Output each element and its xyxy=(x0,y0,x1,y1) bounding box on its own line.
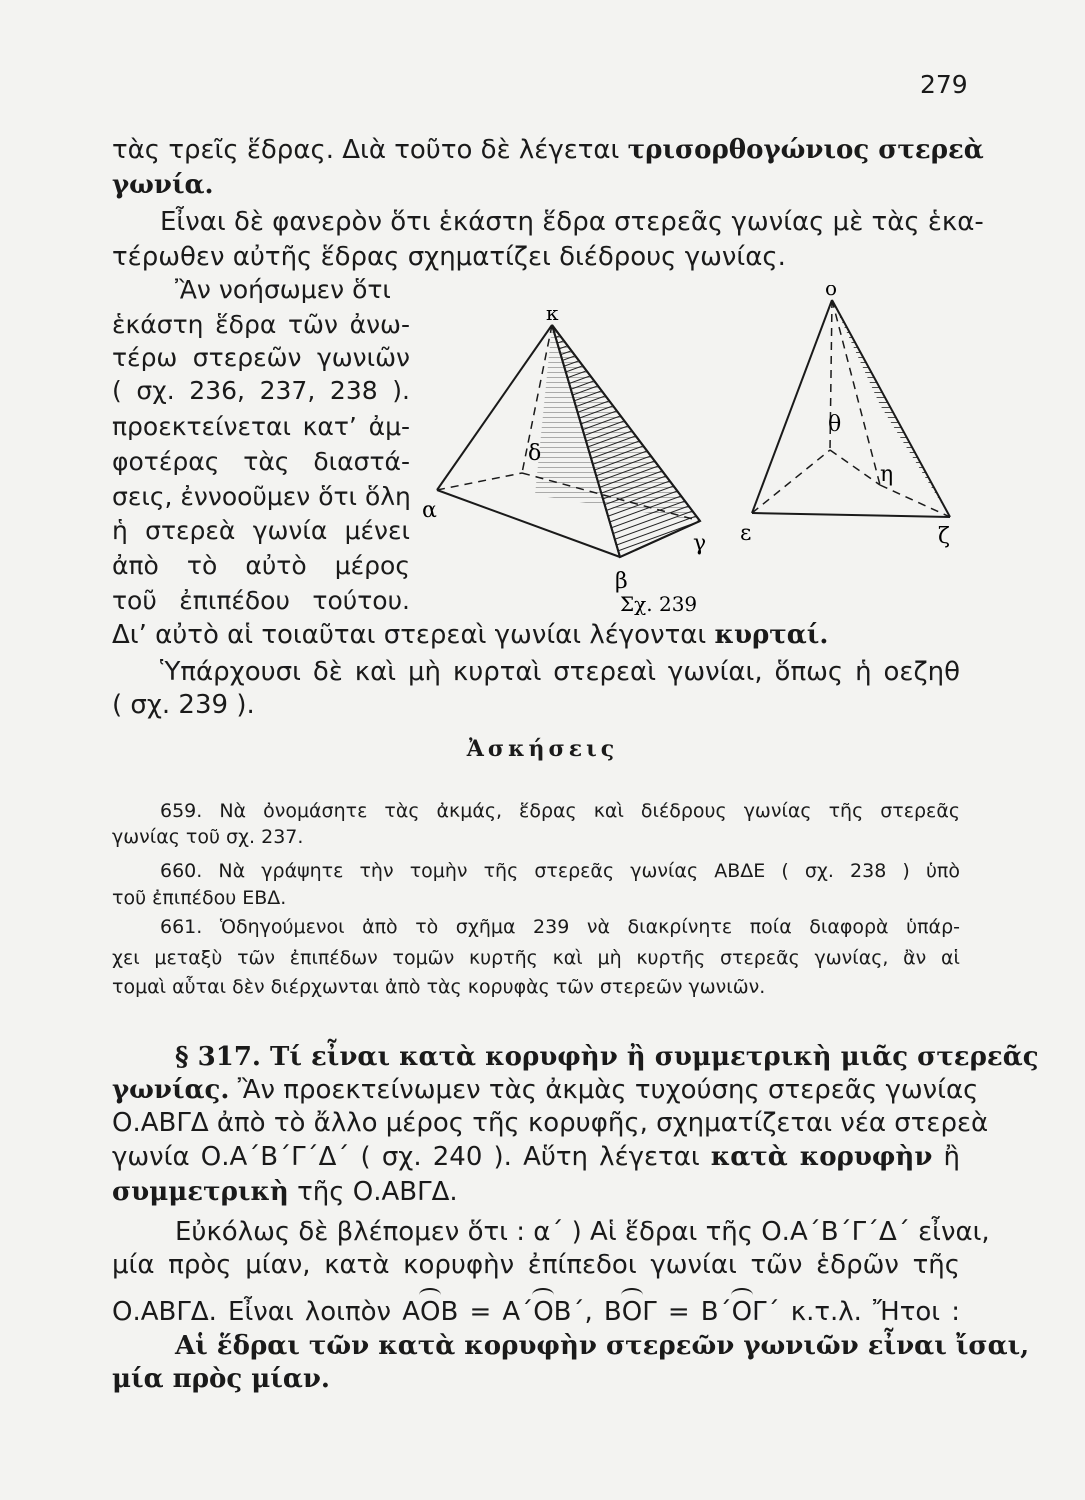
text-line: Εἶναι δὲ φανερὸν ὅτι ἑκάστη ἕδρα στερεᾶς γωνίας μὲ τὰς ἑκα- xyxy=(160,207,984,237)
label-o: ο xyxy=(825,285,838,300)
exercises-heading: Ἀσκήσεις xyxy=(466,736,619,762)
text-line: συμμετρικὴ τῆς Ο.ΑΒΓΔ. xyxy=(112,1177,458,1207)
label-g: γ xyxy=(693,531,707,556)
convex-pyramid xyxy=(437,325,700,557)
text-line: ( σχ. 239 ). xyxy=(112,690,255,720)
text-line: Ὑπάρχουσι δὲ καὶ μὴ κυρταὶ στερεαὶ γωνίαι, ὅπως ἡ οεζηθ xyxy=(160,657,960,687)
text-line: γωνία Ο.Α΄Β΄Γ΄Δ΄ ( σχ. 240 ). Αὕτη λέγεται κατὰ κορυφὴν ἢ xyxy=(112,1142,960,1172)
section-317-title: § 317. Τί εἶναι κατὰ κορυφὴν ἢ συμμετρικὴ μιᾶς στερεᾶς xyxy=(175,1042,1039,1072)
text-line: ( σχ. 236, 237, 238 ). xyxy=(112,376,410,405)
label-d: δ xyxy=(528,441,542,466)
text-line: ἡ στερεὰ γωνία μένει xyxy=(112,516,410,545)
exercise-661: 661. Ὁδηγούμενοι ἀπὸ τὸ σχῆμα 239 νὰ διακρίνητε ποία διαφορὰ ὑπάρ- xyxy=(160,916,960,938)
exercise-660: 660. Νὰ γράψητε τὴν τομὴν τῆς στερεᾶς γωνίας ΑΒΔΕ ( σχ. 238 ) ὑπὸ xyxy=(160,860,960,882)
label-th: θ xyxy=(828,412,842,437)
text-line: Ο.ΑΒΓΔ ἀπὸ τὸ ἄλλο μέρος τῆς κορυφῆς, σχηματίζεται νέα στερεὰ xyxy=(112,1108,989,1138)
text-line: γωνίας. Ἂν προεκτείνωμεν τὰς ἀκμὰς τυχούσης στερεᾶς γωνίας xyxy=(112,1075,979,1105)
text-line: φοτέρας τὰς διαστά- xyxy=(112,447,410,476)
label-e: ε xyxy=(740,521,752,546)
exercise-659: γωνίας τοῦ σχ. 237. xyxy=(112,826,304,848)
label-h: η xyxy=(880,462,894,487)
exercise-660: τοῦ ἐπιπέδου ΕΒΔ. xyxy=(112,887,287,909)
label-a: α xyxy=(422,498,437,523)
exercise-659: 659. Νὰ ὀνομάσητε τὰς ἀκμάς, ἕδρας καὶ διέδρους γωνίας τῆς στερεᾶς xyxy=(160,800,960,822)
exercise-661: τομαὶ αὗται δὲν διέρχωνται ἀπὸ τὰς κορυφὰς τῶν στερεῶν γωνιῶν. xyxy=(112,976,766,998)
text-line: τέρω στερεῶν γωνιῶν xyxy=(112,343,410,372)
text-line: ἑκάστη ἕδρα τῶν ἀνω- xyxy=(112,310,410,339)
label-z: ζ xyxy=(938,524,950,549)
text-line: μία πρὸς μίαν, κατὰ κορυφὴν ἐπίπεδοι γωνίαι τῶν ἑδρῶν τῆς xyxy=(112,1250,960,1280)
text-line: τοῦ ἐπιπέδου τούτου. xyxy=(112,586,410,615)
exercise-661: χει μεταξὺ τῶν ἐπιπέδων τομῶν κυρτῆς καὶ μὴ κυρτῆς στερεᾶς γωνίας, ἂν αἱ xyxy=(112,947,960,969)
angle-equality-line: Ο.ΑΒΓΔ. Εἶναι λοιπὸν ΑΟΒ = Α΄ΟΒ΄, ΒΟΓ = Β΄ΟΓ΄ κ.τ.λ. Ἤτοι : xyxy=(112,1297,961,1327)
text-line: Δι’ αὐτὸ αἱ τοιαῦται στερεαὶ γωνίαι λέγονται κυρταί. xyxy=(112,620,829,650)
text-line: γωνία. xyxy=(112,170,214,200)
figure-239 xyxy=(410,285,980,635)
figure-caption: Σχ. 239 xyxy=(620,592,698,616)
label-k: κ xyxy=(546,301,559,325)
text-line: ἀπὸ τὸ αὐτὸ μέρος xyxy=(112,551,410,580)
text-line: τέρωθεν αὐτῆς ἕδρας σχηματίζει διέδρους γωνίας. xyxy=(112,242,786,272)
nonconvex-pyramid xyxy=(752,300,950,517)
theorem: μία πρὸς μίαν. xyxy=(112,1364,330,1394)
label-b: β xyxy=(615,569,628,594)
text-line: τὰς τρεῖς ἕδρας. Διὰ τοῦτο δὲ λέγεται τρισορθογώνιος στερεὰ xyxy=(112,135,984,165)
text-line: Εὐκόλως δὲ βλέπομεν ὅτι : α΄ ) Αἱ ἕδραι τῆς Ο.Α΄Β΄Γ΄Δ΄ εἶναι, xyxy=(175,1217,990,1247)
text-line: προεκτείνεται κατ’ ἀμ- xyxy=(112,412,410,441)
text-line: σεις, ἐννοοῦμεν ὅτι ὅλη xyxy=(112,482,411,511)
page-number: 279 xyxy=(920,70,968,99)
theorem: Αἱ ἕδραι τῶν κατὰ κορυφὴν στερεῶν γωνιῶν εἶναι ἴσαι, xyxy=(175,1331,1030,1361)
text-line: Ἂν νοήσωμεν ὅτι xyxy=(175,275,391,304)
